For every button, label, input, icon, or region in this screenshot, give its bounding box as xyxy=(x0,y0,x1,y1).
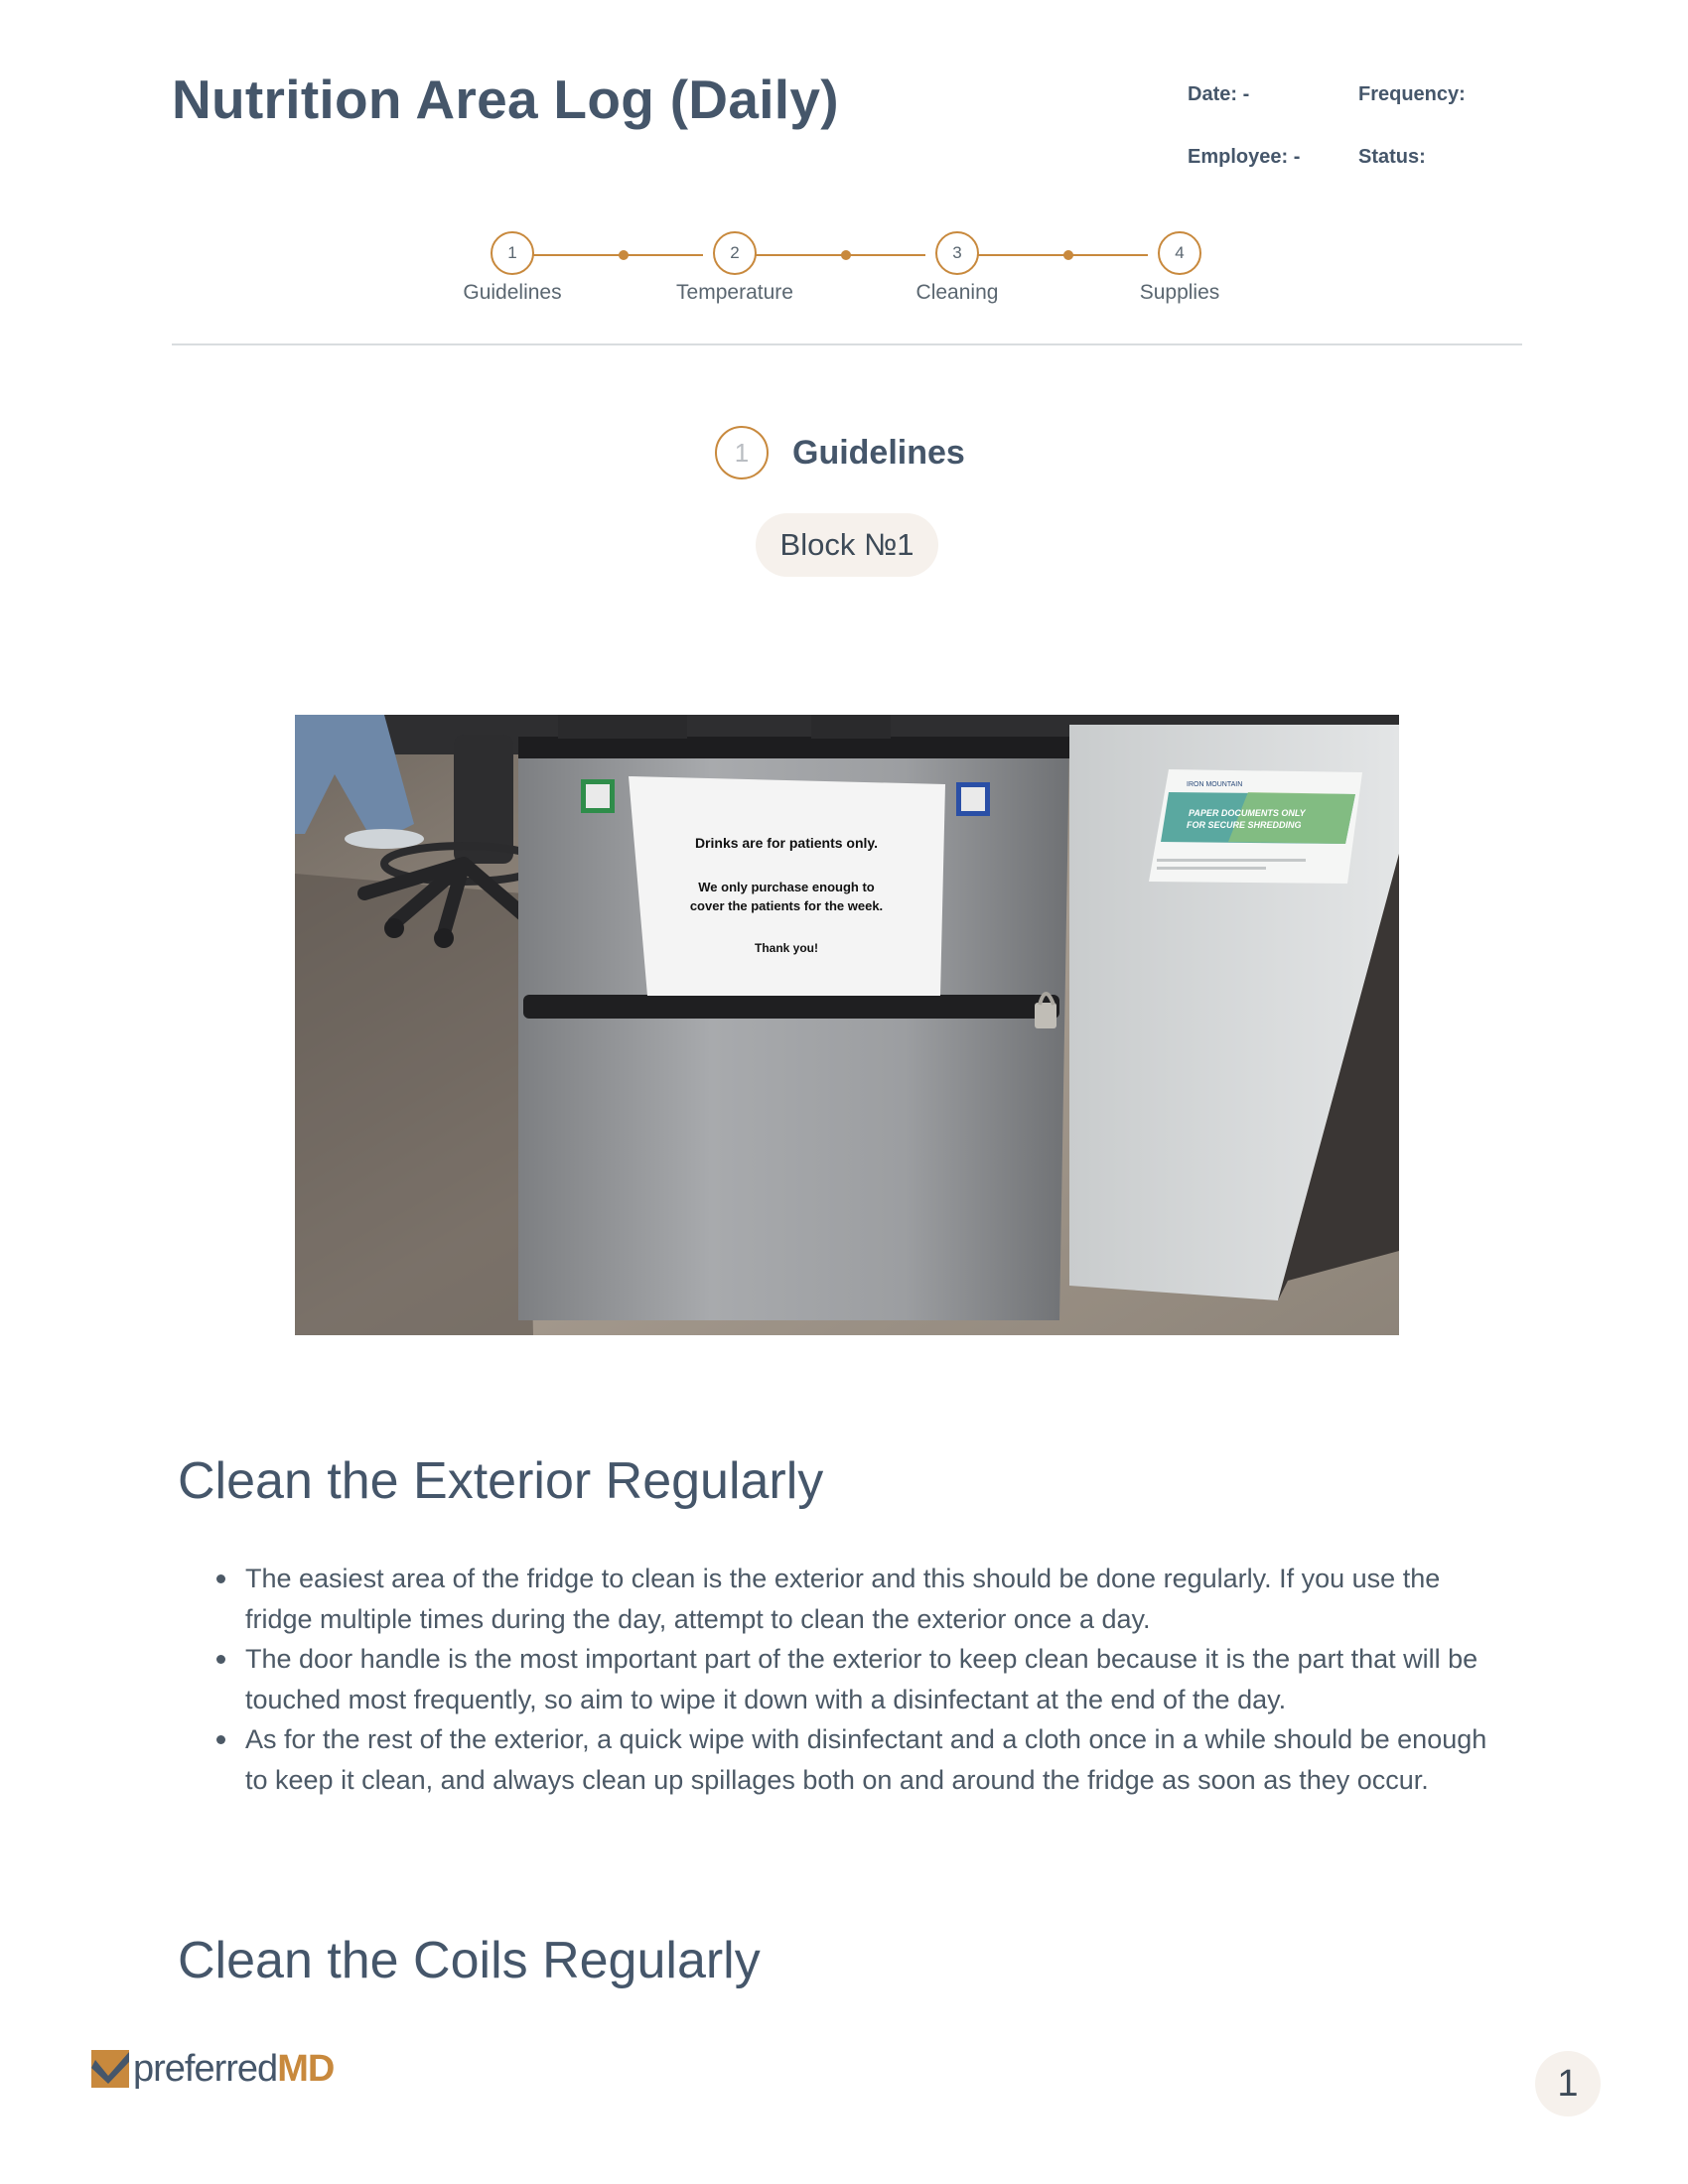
step-4-label[interactable]: Supplies xyxy=(1139,281,1220,304)
page-title: Nutrition Area Log (Daily) xyxy=(172,68,839,130)
page-number-badge: 1 xyxy=(1535,2051,1601,2116)
status-label: Status: xyxy=(1358,146,1426,168)
date-value: - xyxy=(1242,83,1250,105)
step-dot xyxy=(841,250,851,260)
step-1-circle[interactable]: 1 xyxy=(491,231,534,275)
sign-line-2: We only purchase enough to xyxy=(698,880,875,894)
heading-clean-coils: Clean the Coils Regularly xyxy=(178,1932,761,1989)
date-field xyxy=(1188,83,1249,106)
section-number: 1 xyxy=(715,426,769,479)
list-item: As for the rest of the exterior, a quick wipe with disinfectant and a cloth once in a while should be enough to keep it clean, and always clean up spillages both on and around the fridge as soon as they occur. xyxy=(209,1719,1509,1800)
list-item: The easiest area of the fridge to clean is the exterior and this should be done regularly. If you use the fridge multiple times during the day, attempt to clean the exterior once a day. xyxy=(209,1559,1509,1639)
step-3-circle[interactable]: 3 xyxy=(935,231,979,275)
logo-text xyxy=(133,2048,334,2091)
frequency-field xyxy=(1358,83,1466,106)
step-1-label[interactable]: Guidelines xyxy=(463,281,562,304)
employee-label: Employee: xyxy=(1188,146,1289,168)
employee-value: - xyxy=(1293,146,1301,168)
step-connector xyxy=(957,254,1148,256)
sign-line-4: Thank you! xyxy=(754,941,819,955)
progress-stepper xyxy=(437,231,1251,311)
sticker-line-2: FOR SECURE SHREDDING xyxy=(1187,820,1302,830)
step-4-circle[interactable]: 4 xyxy=(1158,231,1201,275)
logo-text-preferred: preferred xyxy=(133,2047,278,2090)
fridge-photo xyxy=(295,715,1399,1335)
step-connector xyxy=(735,254,925,256)
logo-check-icon xyxy=(91,2050,129,2088)
sign-line-1: Drinks are for patients only. xyxy=(694,835,879,851)
step-dot xyxy=(619,250,629,260)
step-3-label[interactable]: Cleaning xyxy=(915,281,999,304)
preferredmd-logo xyxy=(91,2047,334,2091)
step-2-circle[interactable]: 2 xyxy=(713,231,757,275)
sticker-line-1: PAPER DOCUMENTS ONLY xyxy=(1189,808,1306,818)
sticker-brand: IRON MOUNTAIN xyxy=(1187,781,1243,788)
header-divider xyxy=(172,343,1522,345)
step-dot xyxy=(1063,250,1073,260)
frequency-label: Frequency: xyxy=(1358,83,1466,105)
heading-clean-exterior: Clean the Exterior Regularly xyxy=(178,1452,824,1510)
sign-line-3: cover the patients for the week. xyxy=(689,898,884,913)
logo-text-md: MD xyxy=(277,2047,335,2090)
exterior-bullet-list xyxy=(209,1559,1509,1800)
step-connector xyxy=(512,254,703,256)
status-field xyxy=(1358,146,1426,169)
fridge-photo-illustration xyxy=(295,715,1399,1335)
block-badge: Block №1 xyxy=(756,513,938,577)
section-header xyxy=(715,425,965,480)
step-2-label[interactable]: Temperature xyxy=(676,281,793,304)
list-item: The door handle is the most important part of the exterior to keep clean because it is the part that will be touched most frequently, so aim to wipe it down with a disinfectant at the end of the day. xyxy=(209,1639,1509,1719)
date-label: Date: xyxy=(1188,83,1238,105)
employee-field xyxy=(1188,146,1300,169)
section-title: Guidelines xyxy=(792,433,965,472)
